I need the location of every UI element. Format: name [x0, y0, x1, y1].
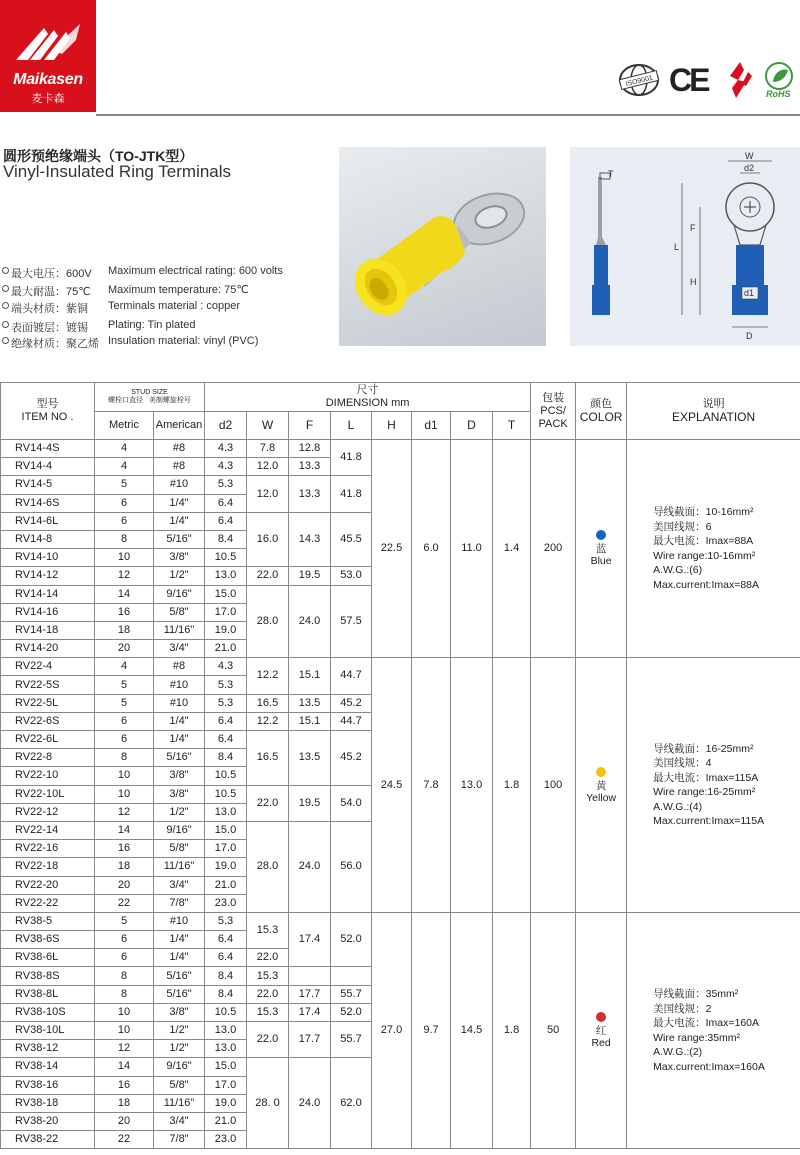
header-d2: d2 — [205, 412, 247, 440]
header-w: W — [247, 412, 289, 440]
explanation-cell: 导线截面：16-25mm² 美国线规：4 最大电流：Imax=115A Wire range:16-25mm² A.W.G.:(4) Max.current:Imax=115A — [627, 658, 800, 913]
drawing-label-l: L — [674, 242, 680, 252]
drawing-label-f: F — [690, 223, 696, 233]
explanation-cell: 导线截面：10-16mm² 美国线规：6 最大电流：Imax=88A Wire range:10-16mm² A.W.G.:(6) Max.current:Imax=88A — [627, 440, 800, 658]
product-photo — [339, 147, 546, 346]
red-color-dot-icon — [596, 1012, 606, 1022]
table-row: RV14-16 16 5/8" 17.0 — [1, 603, 800, 621]
t-cell: 1.8 — [493, 658, 531, 913]
header-item: 型号 ITEM NO . — [1, 383, 95, 440]
table-row: RV14-8 8 5/16" 8.4 — [1, 530, 800, 548]
drawing-label-d2: d2 — [744, 163, 755, 173]
table-row: RV22-22 22 7/8" 23.0 — [1, 894, 800, 912]
table-row: RV14-5 5 #10 5.3 12.0 13.3 41.8 — [1, 476, 800, 494]
d1-cell: 6.0 — [412, 440, 451, 658]
spec-table — [0, 382, 800, 1149]
header-dimension: 尺寸 DIMENSION mm — [205, 383, 531, 412]
header-pack: 包装 PCS/ PACK — [531, 383, 576, 440]
rohs-icon — [762, 58, 800, 102]
ce-mark-icon: CE — [669, 62, 708, 98]
t-cell: 1.4 — [493, 440, 531, 658]
product-title-cn: 圆形预绝缘端头（TO-JTK型） — [3, 148, 194, 164]
table-row: RV22-16 16 5/8" 17.0 — [1, 840, 800, 858]
american-cell: #8 — [154, 440, 205, 458]
table-row: RV14-6L 6 1/4" 6.4 16.0 14.3 45.5 — [1, 512, 800, 530]
table-row: RV38-22 22 7/8" 23.0 — [1, 1131, 800, 1149]
table-row: RV38-12 12 1/2" 13.0 — [1, 1040, 800, 1058]
pack-cell: 50 — [531, 912, 576, 1148]
explanation-cell: 导线截面：35mm² 美国线规：2 最大电流：Imax=160A Wire range:35mm² A.W.G.:(2) Max.current:Imax=160A — [627, 912, 800, 1148]
product-title-en: Vinyl-Insulated Ring Terminals — [3, 162, 232, 181]
drawing-label-h: H — [690, 277, 697, 287]
f-cell: 12.8 — [289, 440, 331, 458]
yellow-color-dot-icon — [596, 767, 606, 777]
d1-cell: 9.7 — [412, 912, 451, 1148]
header-divider — [96, 114, 800, 116]
brand-logo — [0, 0, 96, 112]
t-cell: 1.8 — [493, 912, 531, 1148]
header-american: American — [154, 412, 205, 440]
table-row: RV22-5L 5 #10 5.3 16.5 13.5 45.2 — [1, 694, 800, 712]
table-row: RV38-10L 10 1/2" 13.0 22.0 17.7 55.7 — [1, 1022, 800, 1040]
table-row: RV38-16 16 5/8" 17.0 — [1, 1076, 800, 1094]
table-row: RV14-20 20 3/4" 21.0 — [1, 640, 800, 658]
color-cell: 蓝 Blue — [576, 440, 627, 658]
table-row: RV38-6S 6 1/4" 6.4 — [1, 931, 800, 949]
header-h: H — [372, 412, 412, 440]
table-row: RV14-14 14 9/16" 15.0 28.0 24.0 57.5 — [1, 585, 800, 603]
drawing-label-t: T — [608, 169, 614, 179]
table-row: RV22-14 14 9/16" 15.0 28.0 24.0 56.0 — [1, 821, 800, 839]
table-row: RV22-4 4 #8 4.3 12.2 15.1 44.7 24.5 7.8 13.0 1.8 100 黄 Yellow 导线截面：16-25mm² 美国线规：4 最大电流：Imax=115A Wire range:16-25mm² A.W.G.:(4) Max.current:Imax=115A — [1, 658, 800, 676]
item-no: RV14-4S — [1, 440, 95, 458]
header-explanation: 说明 EXPLANATION — [627, 383, 800, 440]
header-l: L — [331, 412, 372, 440]
table-row: RV14-10 10 3/8" 10.5 — [1, 549, 800, 567]
table-row: RV14-4 4 #8 4.3 12.0 13.3 — [1, 458, 800, 476]
table-row: RV22-5S 5 #10 5.3 — [1, 676, 800, 694]
logo-wings-icon — [14, 20, 82, 70]
drawing-label-w: W — [745, 151, 754, 161]
metric-cell: 4 — [95, 440, 154, 458]
table-row: RV38-8S 8 5/16" 8.4 15.3 — [1, 967, 800, 985]
header-color: 颜色 COLOR — [576, 383, 627, 440]
table-row: RV14-18 18 11/16" 19.0 — [1, 621, 800, 639]
header-d1: d1 — [412, 412, 451, 440]
pack-cell: 100 — [531, 658, 576, 913]
table-row: RV14-12 12 1/2" 13.0 22.0 19.5 53.0 — [1, 567, 800, 585]
iso-label: ISO9001 — [625, 74, 654, 89]
header-metric: Metric — [95, 412, 154, 440]
table-row: RV22-6L 6 1/4" 6.4 16.5 13.5 45.2 — [1, 731, 800, 749]
technical-drawing — [570, 147, 800, 346]
table-row: RV22-20 20 3/4" 21.0 — [1, 876, 800, 894]
header-f: F — [289, 412, 331, 440]
d-cell: 13.0 — [451, 658, 493, 913]
table-row: RV38-6L 6 1/4" 6.4 22.0 — [1, 949, 800, 967]
table-row: RV22-12 12 1/2" 13.0 — [1, 803, 800, 821]
iso-certification-icon — [614, 58, 664, 102]
h-cell: 27.0 — [372, 912, 412, 1148]
table-row: RV38-5 5 #10 5.3 15.3 17.4 52.0 27.0 9.7 14.5 1.8 50 红 Red 导线截面：35mm² 美国线规：2 最大电流：Imax=160A Wire range:35mm² A.W.G.:(2) Max.current:Imax=160A — [1, 912, 800, 930]
d1-cell: 7.8 — [412, 658, 451, 913]
table-row: RV38-18 18 11/16" 19.0 — [1, 1094, 800, 1112]
w-cell: 7.8 — [247, 440, 289, 458]
h-cell: 24.5 — [372, 658, 412, 913]
table-row: RV38-14 14 9/16" 15.0 28. 0 24.0 62.0 — [1, 1058, 800, 1076]
table-row: RV38-8L 8 5/16" 8.4 22.0 17.7 55.7 — [1, 985, 800, 1003]
brand-name-cn: 麦卡森 — [31, 93, 65, 105]
h-cell: 22.5 — [372, 440, 412, 658]
table-row: RV22-6S 6 1/4" 6.4 12.2 15.1 44.7 — [1, 712, 800, 730]
d-cell: 14.5 — [451, 912, 493, 1148]
drawing-label-d1: d1 — [744, 288, 755, 298]
d2-cell: 4.3 — [205, 440, 247, 458]
rohs-label: RoHS — [766, 89, 791, 99]
table-row: RV38-20 20 3/4" 21.0 — [1, 1112, 800, 1130]
table-row: RV22-10L 10 3/8" 10.5 22.0 19.5 54.0 — [1, 785, 800, 803]
l-cell: 41.8 — [331, 440, 372, 476]
drawing-label-d: D — [746, 331, 753, 341]
table-row: RV14-6S 6 1/4" 6.4 — [1, 494, 800, 512]
header-stud-size: STUD SIZE 螺栓口直径 美制螺旋栓号 — [95, 383, 205, 412]
table-row: RV22-10 10 3/8" 10.5 — [1, 767, 800, 785]
brand-name: Maikasen — [13, 71, 83, 88]
color-cell: 黄 Yellow — [576, 658, 627, 913]
table-row: RV22-18 18 11/16" 19.0 — [1, 858, 800, 876]
d-cell: 11.0 — [451, 440, 493, 658]
table-row: RV22-8 8 5/16" 8.4 — [1, 749, 800, 767]
header-t: T — [493, 412, 531, 440]
table-row — [1, 440, 800, 458]
table-row: RV38-10S 10 3/8" 10.5 15.3 17.4 52.0 — [1, 1003, 800, 1021]
pack-cell: 200 — [531, 440, 576, 658]
color-cell: 红 Red — [576, 912, 627, 1148]
blue-color-dot-icon — [596, 530, 606, 540]
header-d: D — [451, 412, 493, 440]
ccc-mark-icon — [722, 58, 756, 102]
